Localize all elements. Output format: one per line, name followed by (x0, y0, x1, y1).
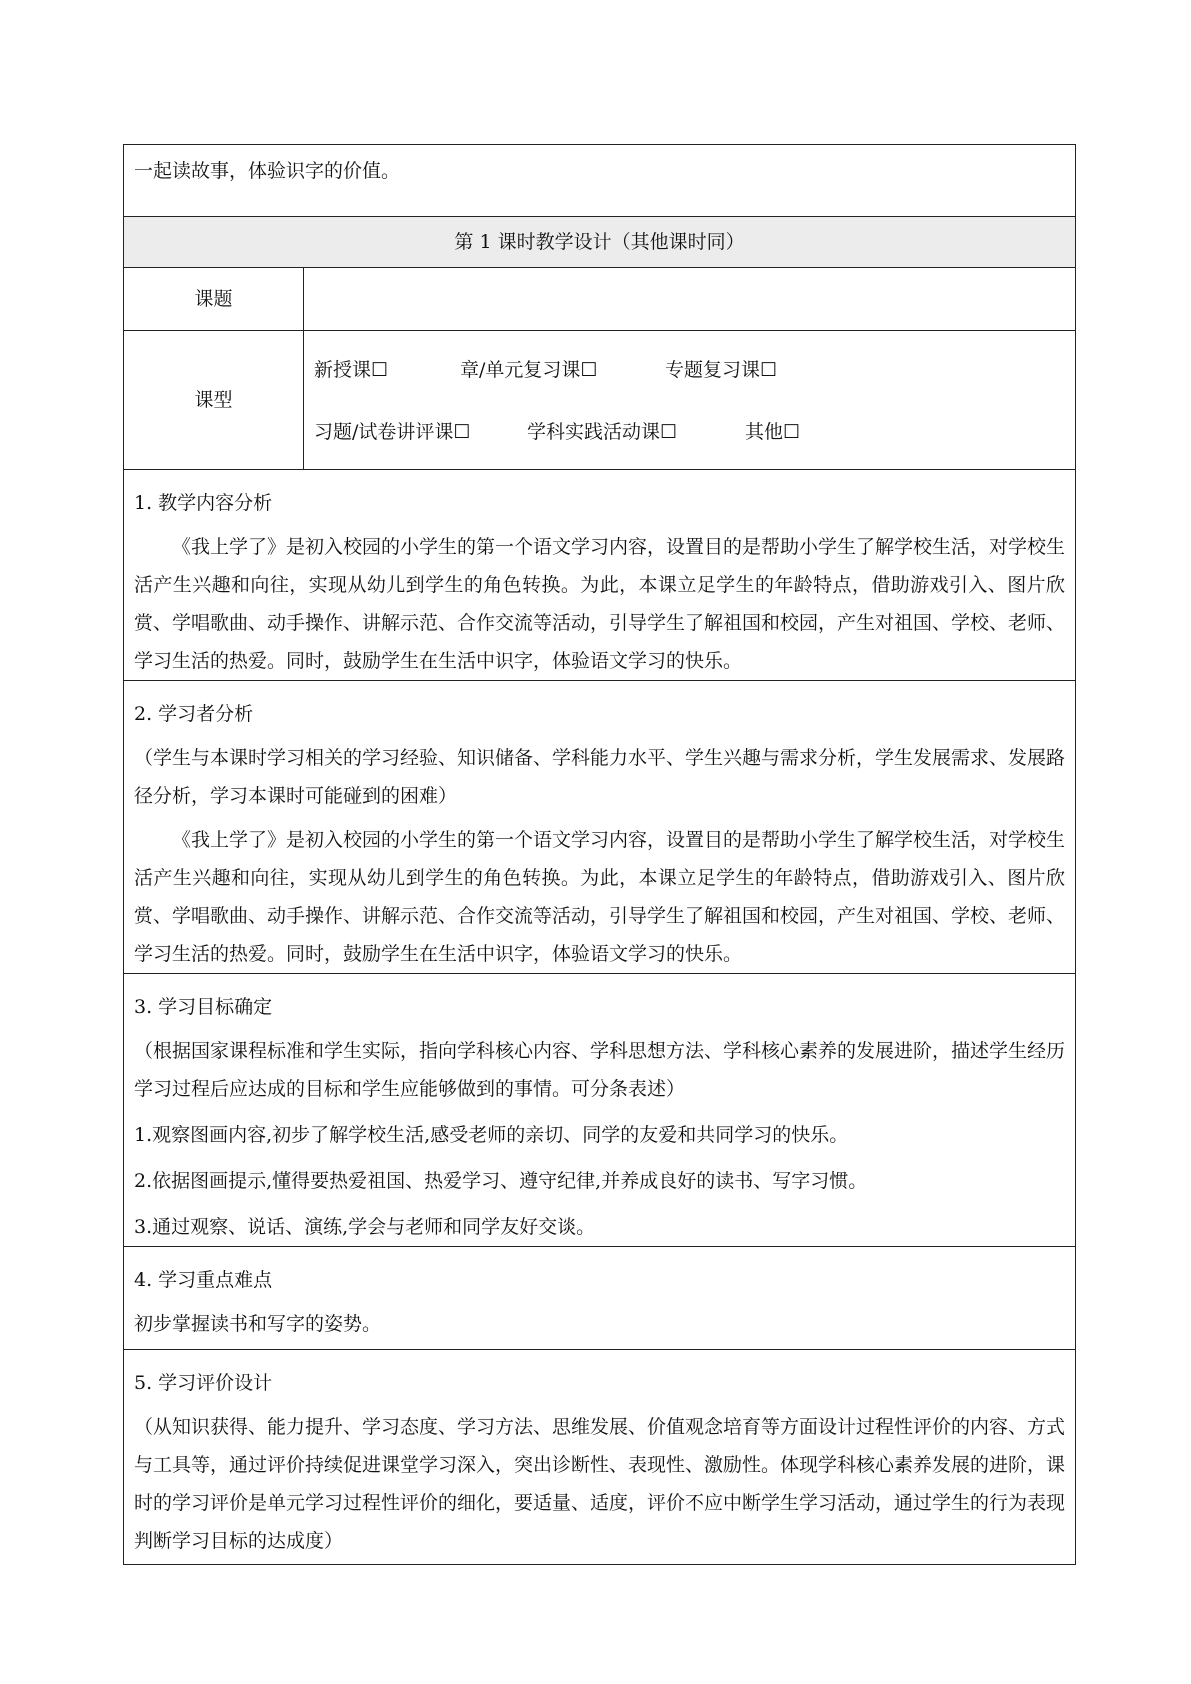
intro-text: 一起读故事，体验识字的价值。 (134, 160, 401, 182)
lesson-design-table (123, 144, 1076, 1565)
section-heading: 5. 学习评价设计 (134, 1372, 273, 1394)
checkbox-new-lesson[interactable]: 新授课☐ (314, 359, 389, 381)
section-body: 《我上学了》是初入校园的小学生的第一个语文学习内容，设置目的是帮助小学生了解学校生活，对学校生活产生兴趣和向往，实现从幼儿到学生的角色转换。为此，本课立足学生的年龄特点，借助游戏引入、图片欣赏、学唱歌曲、动手操作、讲解示范、合作交流等活动，引导学生了解祖国和校园，产生对祖国、学校、老师、学习生活的热爱。同时，鼓励学生在生活中识字，体验语文学习的快乐。 (134, 536, 1066, 672)
section-heading: 3. 学习目标确定 (134, 996, 273, 1018)
section-assessment-design (124, 1350, 1076, 1565)
lesson-type-row (124, 331, 1076, 470)
topic-row (124, 268, 1076, 331)
section-heading: 2. 学习者分析 (134, 703, 254, 725)
goal-item: 3.通过观察、说话、演练,学会与老师和同学友好交谈。 (134, 1216, 596, 1238)
lesson-type-options-2 (304, 413, 1075, 451)
checkbox-practice-activity[interactable]: 学科实践活动课☐ (527, 421, 678, 443)
intro-row (124, 145, 1076, 217)
checkbox-exercise-review[interactable]: 习题/试卷讲评课☐ (314, 421, 471, 443)
section-key-points (124, 1247, 1076, 1350)
section-note: （从知识获得、能力提升、学习态度、学习方法、思维发展、价值观念培育等方面设计过程性评价的内容、方式与工具等，通过评价持续促进课堂学习深入，突出诊断性、表现性、激励性。体现学科核心素养发展的进阶，课时的学习评价是单元学习过程性评价的细化，要适量、适度，评价不应中断学生学习活动，通过学生的行为表现判断学习目标的达成度） (134, 1416, 1066, 1552)
section-body: 《我上学了》是初入校园的小学生的第一个语文学习内容，设置目的是帮助小学生了解学校生活，对学校生活产生兴趣和向往，实现从幼儿到学生的角色转换。为此，本课立足学生的年龄特点，借助游戏引入、图片欣赏、学唱歌曲、动手操作、讲解示范、合作交流等活动，引导学生了解祖国和校园，产生对祖国、学校、老师、学习生活的热爱。同时，鼓励学生在生活中识字，体验语文学习的快乐。 (134, 829, 1066, 965)
section-heading: 1. 教学内容分析 (134, 492, 273, 514)
section-note: （根据国家课程标准和学生实际，指向学科核心内容、学科思想方法、学科核心素养的发展进阶，描述学生经历学习过程后应达成的目标和学生应能够做到的事情。可分条表述） (134, 1040, 1066, 1100)
topic-label: 课题 (194, 288, 233, 310)
lesson-type-label: 课型 (194, 389, 233, 411)
checkbox-topic-review[interactable]: 专题复习课☐ (665, 359, 778, 381)
section-content-analysis (124, 470, 1076, 681)
checkbox-other[interactable]: 其他☐ (745, 421, 801, 443)
section-heading: 4. 学习重点难点 (134, 1269, 273, 1291)
goal-item: 2.依据图画提示,懂得要热爱祖国、热爱学习、遵守纪律,并养成良好的读书、写字习惯。 (134, 1170, 868, 1192)
topic-value-cell[interactable] (304, 268, 1076, 331)
checkbox-unit-review[interactable]: 章/单元复习课☐ (460, 359, 598, 381)
section-learning-goals (124, 974, 1076, 1247)
lesson-banner-title: 第 1 课时教学设计（其他课时同） (454, 231, 745, 253)
section-note: （学生与本课时学习相关的学习经验、知识储备、学科能力水平、学生兴趣与需求分析，学生发展需求、发展路径分析，学习本课时可能碰到的困难） (134, 747, 1066, 807)
lesson-banner-row (124, 217, 1076, 268)
section-body: 初步掌握读书和写字的姿势。 (134, 1313, 382, 1335)
section-learner-analysis (124, 681, 1076, 974)
lesson-type-options-1 (304, 351, 1075, 389)
goal-item: 1.观察图画内容,初步了解学校生活,感受老师的亲切、同学的友爱和共同学习的快乐。 (134, 1124, 849, 1146)
